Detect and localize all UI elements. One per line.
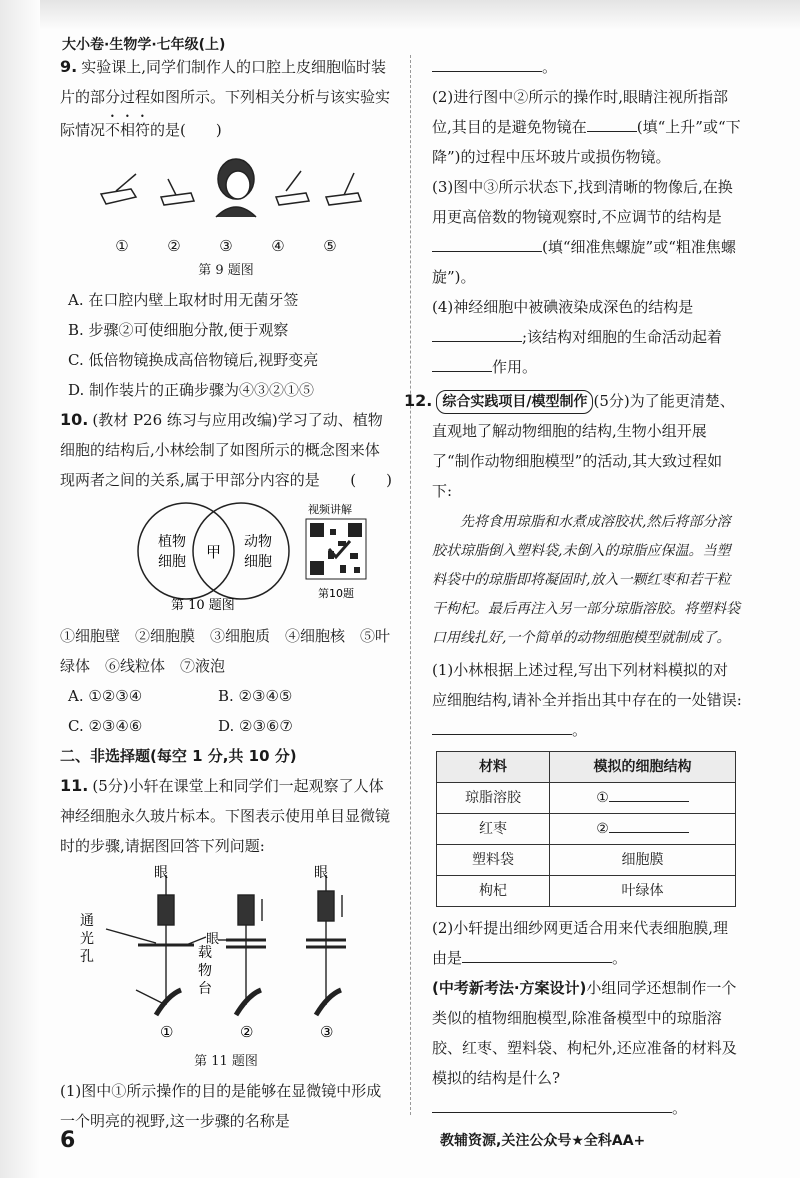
figure-11	[60, 865, 392, 1072]
question-9-option-b: B. 步骤②可使细胞分散,便于观察	[68, 321, 289, 339]
table-header: 材料	[437, 752, 550, 783]
question-12-sub-2: (2)小轩提出细纱网更适合用来代表细胞膜,理由是 。	[432, 919, 729, 967]
question-10-number: 10.	[60, 410, 89, 429]
scan-shadow	[0, 0, 800, 30]
question-11-sub-2: (2)进行图中②所示的操作时,眼睛注视所指部位,其目的是避免物镜在 (填“上升”或“下降”)的过程中压坏玻片或损伤物镜。	[432, 88, 741, 166]
step-label-1: ①	[160, 1023, 174, 1040]
question-9-option-a: A. 在口腔内壁上取材时用无菌牙签	[68, 291, 299, 309]
venn-diagram	[126, 501, 376, 611]
figure-9-illustration	[76, 149, 376, 219]
table-row: 红枣 ②	[437, 814, 736, 845]
table-row: 枸杞 叶绿体	[437, 876, 736, 907]
question-9-stem: 9. 实验课上,同学们制作人的口腔上皮细胞临时装片的部分过程如图所示。下列相关分析与该实验实际情况不相符的是( )	[60, 57, 391, 139]
page-number: 6	[60, 1128, 76, 1153]
section-heading: 二、非选择题(每空 1 分,共 10 分)	[60, 747, 297, 765]
step-label-2: ②	[240, 1023, 254, 1040]
question-12-stem: 12. 综合实践项目/模型制作 (5分)为了能更清楚、直观地了解动物细胞的结构,生物小组开展了“制作动物细胞模型”的活动,其大致过程如下:	[404, 391, 735, 500]
venn-right-label-1: 动物	[244, 534, 272, 550]
answer-blank[interactable]	[432, 341, 522, 342]
table-header-row	[437, 752, 736, 783]
step-label-3: ③	[320, 1023, 334, 1040]
question-12-number: 12.	[404, 391, 433, 410]
venn-middle-label: 甲	[206, 543, 222, 561]
microscope-illustration	[76, 865, 376, 1040]
eye-label-3: 眼	[314, 865, 328, 881]
figure-11-caption: 第 11 题图	[194, 1054, 258, 1069]
light-hole-label-3: 孔	[80, 949, 94, 965]
emphasis-text: 不相符	[105, 121, 151, 139]
venn-left-label-2: 细胞	[158, 554, 186, 570]
question-11-sub-4: (4)神经细胞中被碘液染成深色的结构是;该结构对细胞的生命活动起着作用。	[432, 298, 723, 376]
question-12-sub-3: (中考新考法·方案设计)小组同学还想制作一个类似的植物细胞模型,除准备模型中的琼脂溶胶、红枣、塑料袋、枸杞外,还应准备的材料及模拟的结构是什么?。	[432, 979, 737, 1117]
footer-text: 教辅资源,关注公众号★全科AA+	[440, 1133, 646, 1149]
question-11-stem: 11. (5分)小轩在课堂上和同学们一起观察了人体神经细胞永久玻片标本。下图表示使用单目显微镜时的步骤,请据图回答下列问题:	[60, 776, 391, 855]
table-row: 琼脂溶胶 ①	[437, 783, 736, 814]
table-row: 塑料袋 细胞膜	[437, 845, 736, 876]
stage-label-2: 物	[198, 963, 212, 979]
question-12-sub-1: (1)小林根据上述过程,写出下列材料模拟的对应细胞结构,请补全并指出其中存在的一处错误:。	[432, 661, 742, 739]
question-11-sub-1: (1)图中①所示操作的目的是能够在显微镜中形成一个明亮的视野,这一步骤的名称是	[60, 1082, 382, 1130]
right-column	[404, 52, 742, 1123]
figure-9	[60, 149, 392, 281]
question-10-stem: 10. (教材 P26 练习与应用改编)学习了动、植物细胞的结构后,小林绘制了如图所示的概念图来体现两者之间的关系,属于甲部分内容的是 ( )	[60, 410, 392, 489]
venn-right-label-2: 细胞	[244, 554, 272, 570]
answer-blank[interactable]	[432, 734, 572, 735]
table-header: 模拟的细胞结构	[549, 752, 735, 783]
question-10-options-row-1: A. ①②③④ B. ②③④⑤	[68, 687, 293, 705]
figure-10	[126, 501, 392, 621]
answer-blank[interactable]	[462, 962, 612, 963]
project-tag: 综合实践项目/模型制作	[436, 390, 593, 414]
scan-edge	[0, 0, 40, 1178]
answer-blank[interactable]	[432, 251, 542, 252]
question-11-sub-3: (3)图中③所示状态下,找到清晰的物像后,在换用更高倍数的物镜观察时,不应调节的结构是(填“细准焦螺旋”或“粗准焦螺旋”)。	[432, 178, 736, 286]
question-9-option-d: D. 制作装片的正确步骤为④③②①⑤	[68, 381, 315, 399]
answer-blank[interactable]	[587, 131, 637, 132]
eye-label-2: 眼	[206, 932, 220, 947]
venn-left-label-1: 植物	[158, 534, 186, 550]
light-hole-label-1: 通	[80, 913, 94, 929]
figure-10-caption: 第 10 题图	[171, 598, 235, 611]
question-10-options-row-2: C. ②③④⑥ D. ②③⑥⑦	[68, 717, 293, 735]
answer-blank[interactable]	[609, 832, 689, 833]
qr-caption: 第10题	[318, 587, 354, 600]
stage-label-3: 台	[198, 981, 212, 997]
procedure-excerpt: 先将食用琼脂和水煮成溶胶状,然后将部分溶胶状琼脂倒入塑料袋,未倒入的琼脂应保温。当塑料袋中的琼脂即将凝固时,放入一颗红枣和若干粒干枸杞。最后再注入另一部分琼脂溶胶。将塑料袋口用线扎好,一个简单的动物细胞模型就制成了。	[432, 514, 740, 646]
stage-label-1: 载	[198, 945, 212, 961]
question-9-number: 9.	[60, 57, 78, 76]
answer-blank[interactable]	[609, 801, 689, 802]
column-divider	[410, 55, 411, 1115]
question-11-sub-1-answer: 。	[432, 52, 742, 82]
question-10-items: ①细胞壁 ②细胞膜 ③细胞质 ④细胞核 ⑤叶绿体 ⑥线粒体 ⑦液泡	[60, 627, 391, 675]
running-header: 大小卷·生物学·七年级(上)	[62, 37, 226, 53]
question-12-sub-3-tag: (中考新考法·方案设计)	[432, 979, 587, 997]
light-hole-label-2: 光	[80, 931, 94, 947]
eye-label-1: 眼	[154, 865, 168, 881]
figure-9-step-labels: ① ② ③ ④ ⑤	[115, 237, 337, 255]
left-column	[60, 52, 392, 1136]
question-9-option-c: C. 低倍物镜换成高倍物镜后,视野变亮	[68, 351, 319, 369]
qr-title: 视频讲解	[308, 503, 352, 516]
answer-blank[interactable]	[432, 371, 492, 372]
answer-blank[interactable]	[432, 1112, 672, 1113]
answer-blank[interactable]	[432, 71, 542, 72]
materials-table	[436, 751, 736, 907]
question-11-number: 11.	[60, 776, 89, 795]
figure-9-caption: 第 9 题图	[198, 263, 254, 278]
